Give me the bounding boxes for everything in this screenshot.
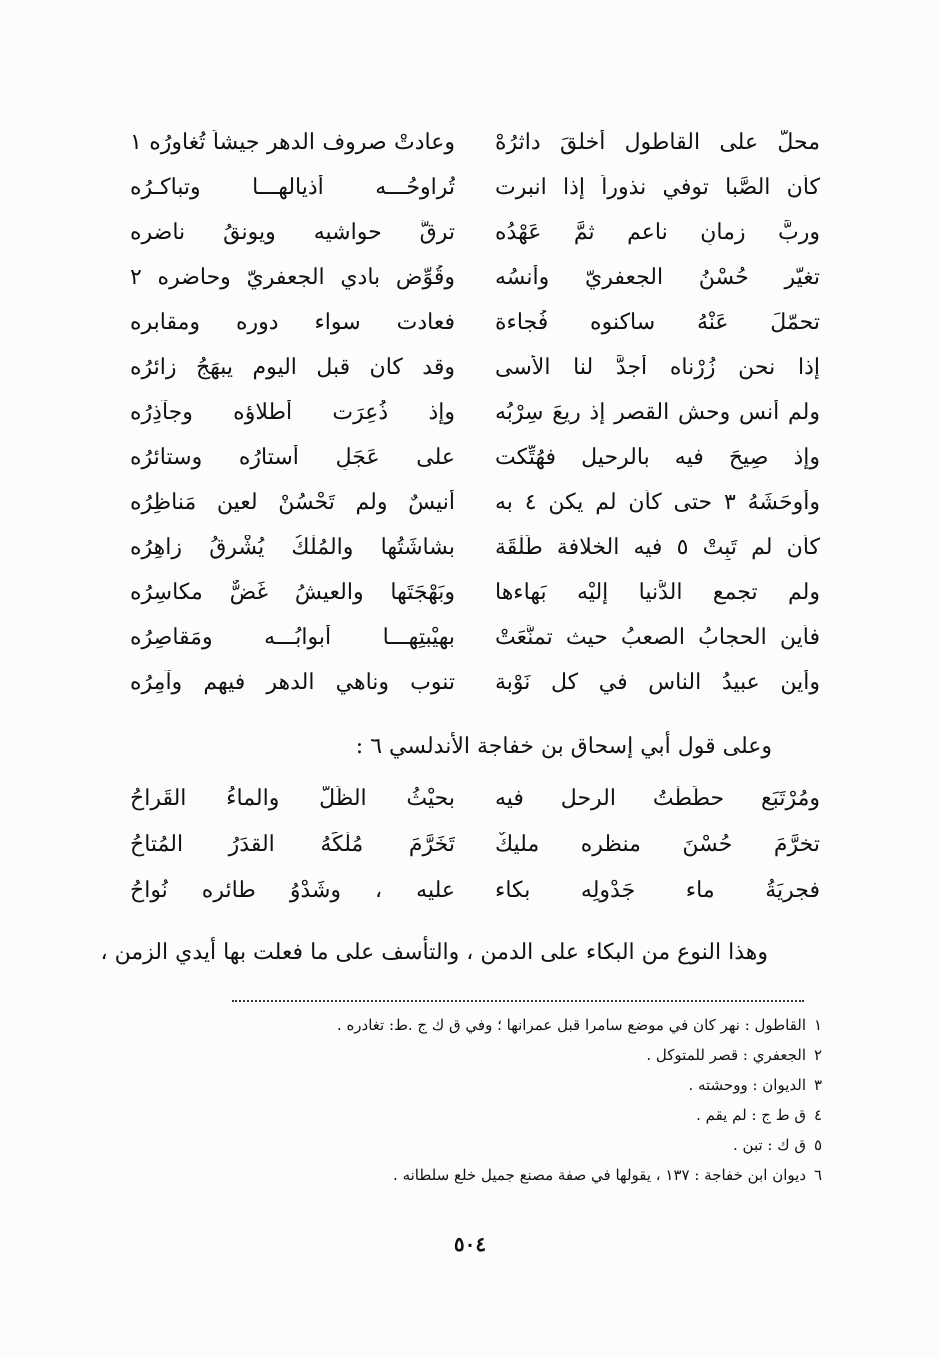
first-hemistich: فأين الحجابُ الصعبُ حيث تمنَّعَتْ (495, 625, 820, 650)
poem-ibn-khafaja (130, 786, 820, 924)
footnote-text: الديوان : ووحشته . (688, 1076, 806, 1094)
verse-line (130, 310, 820, 355)
verse-line (130, 832, 820, 878)
first-hemistich: إذا نحن زُرْناه أجدَّ لنا الأسى (495, 355, 820, 380)
verse-line (130, 400, 820, 445)
verse-line (130, 490, 820, 535)
second-hemistich: فعادت سواء دوره ومقابره (130, 310, 455, 335)
footnote-number: ٢ (813, 1046, 822, 1064)
intro-line: وعلى قول أبي إسحاق بن خفاجة الأندلسي ٦ : (355, 734, 772, 759)
second-hemistich: على عَجَلٍ أستارُه وستائرُه (130, 445, 455, 470)
poem-ibn-al-mutazz (130, 130, 820, 715)
footnote-text: ق ك : تبن . (732, 1136, 806, 1154)
first-hemistich: وأوحَشَهُ ٣ حتى كأن لم يكن ٤ به (495, 490, 820, 515)
first-hemistich: كأن الصَّبا توفي نذوراً إذا انبرت (495, 175, 820, 200)
second-hemistich: أنيسٌ ولم تَحْسُنْ لعينٍ مَناظِرُه (130, 490, 455, 515)
first-hemistich: تخرَّمَ حُسْنَ منظرِه مليكٌ (495, 832, 820, 857)
verse-line (130, 878, 820, 924)
verse-line (130, 265, 820, 310)
second-hemistich: بشاشَتُها والمُلْكُ يُشْرِقُ زاهِرُه (130, 535, 455, 560)
footnote-number: ٤ (813, 1106, 822, 1124)
verse-line (130, 535, 820, 580)
page-number: ٥٠٤ (453, 1232, 487, 1256)
second-hemistich: وقُوِّض بادي الجعفريّ وحاضره ٢ (130, 265, 455, 290)
verse-line (130, 355, 820, 400)
first-hemistich: محلٌّ على القاطول أخلقَ داثرُهْ (495, 130, 820, 155)
first-hemistich: فجريَةُ ماء جَدْولِه بكاء (495, 878, 820, 903)
footnote-text: الجعفري : قصر للمتوكل . (646, 1046, 806, 1064)
second-hemistich: وقد كان قبل اليوم يبهَجُ زائرُه (130, 355, 455, 380)
footnote-number: ٥ (813, 1136, 822, 1154)
second-hemistich: وبَهْجَتَها والعيشُ غَضٌّ مكاسِرُه (130, 580, 455, 605)
verse-line (130, 580, 820, 625)
first-hemistich: وإذ صِيحَ فيه بالرحيل فهُتِّكت (495, 445, 820, 470)
footnote-number: ١ (813, 1016, 822, 1034)
first-hemistich: وأين عبيدُ الناس في كل نَوْبة (495, 670, 820, 695)
verse-line (130, 786, 820, 832)
first-hemistich: وربَّ زمانٍ ناعمٍ ثمَّ عَهْدُه (495, 220, 820, 245)
second-hemistich: وإذ ذُعِرَت أطلاؤه وجآذِرُه (130, 400, 455, 425)
second-hemistich: بحيْثُ الظِّلُّ والماءُ القَراحُ (130, 786, 455, 811)
first-hemistich: تحمّلَ عَنْهُ ساكنوه فُجاءة (495, 310, 820, 335)
footnote-text: القاطول : نهر كان في موضع سامرا قبل عمرانها ؛ وفي ق ك ج .ط: تغادره . (336, 1016, 806, 1034)
second-hemistich: ترقُّ حواشيه ويونقُ ناضره (130, 220, 455, 245)
footnote (142, 1016, 822, 1046)
footnote-text: ديوان ابن خفاجة : ١٣٧ ، يقولها في صفة مصنع جميل خلع سلطانه . (393, 1166, 806, 1184)
second-hemistich: تنوب وناهي الدهر فيهم وآمِرُه (130, 670, 455, 695)
footnotes (142, 1016, 822, 1196)
verse-line (130, 220, 820, 265)
verse-line (130, 175, 820, 220)
footnote (142, 1106, 822, 1136)
footnote (142, 1136, 822, 1166)
footnote-number: ٣ (813, 1076, 822, 1094)
prose-line: وهذا النوع من البكاء على الدمن ، والتأسف على ما فعلت بها أيدي الزمن ، (100, 940, 768, 965)
footnote-divider (232, 1000, 804, 1002)
second-hemistich: بهيْبتِهـــا أبوابُـــه ومَقاصِرُه (130, 625, 455, 650)
verse-line (130, 670, 820, 715)
verse-line (130, 625, 820, 670)
verse-line (130, 130, 820, 175)
footnote (142, 1046, 822, 1076)
verse-line (130, 445, 820, 490)
footnote-text: ق ط ج : لم يقم . (696, 1106, 806, 1124)
second-hemistich: وعادتْ صروف الدهر جيشاً تُغاورُه ١ (130, 130, 455, 155)
first-hemistich: ولم أنس وحش القصر إذ ريعَ سِرْبُه (495, 400, 820, 425)
footnote (142, 1076, 822, 1106)
first-hemistich: ومُرْتَبَع حطَطْتُ الرحل فيه (495, 786, 820, 811)
footnote (142, 1166, 822, 1196)
second-hemistich: تَخَرَّمَ مُلْكَهُ القدَرُ المُتاحُ (130, 832, 455, 857)
first-hemistich: تغيّر حُسْنُ الجعفريّ وأُنسُه (495, 265, 820, 290)
first-hemistich: ولم تجمعِ الدُّنيا إليْه بَهاءها (495, 580, 820, 605)
second-hemistich: عليه ، وشَدْوُ طائرِه نُواحُ (130, 878, 455, 903)
second-hemistich: تُراوحُـــه أذيالهـــا وتباكـرُه (130, 175, 455, 200)
footnote-number: ٦ (813, 1166, 822, 1184)
first-hemistich: كأن لم تَبِتْ ٥ فيه الخلافة طَلْقَة (495, 535, 820, 560)
